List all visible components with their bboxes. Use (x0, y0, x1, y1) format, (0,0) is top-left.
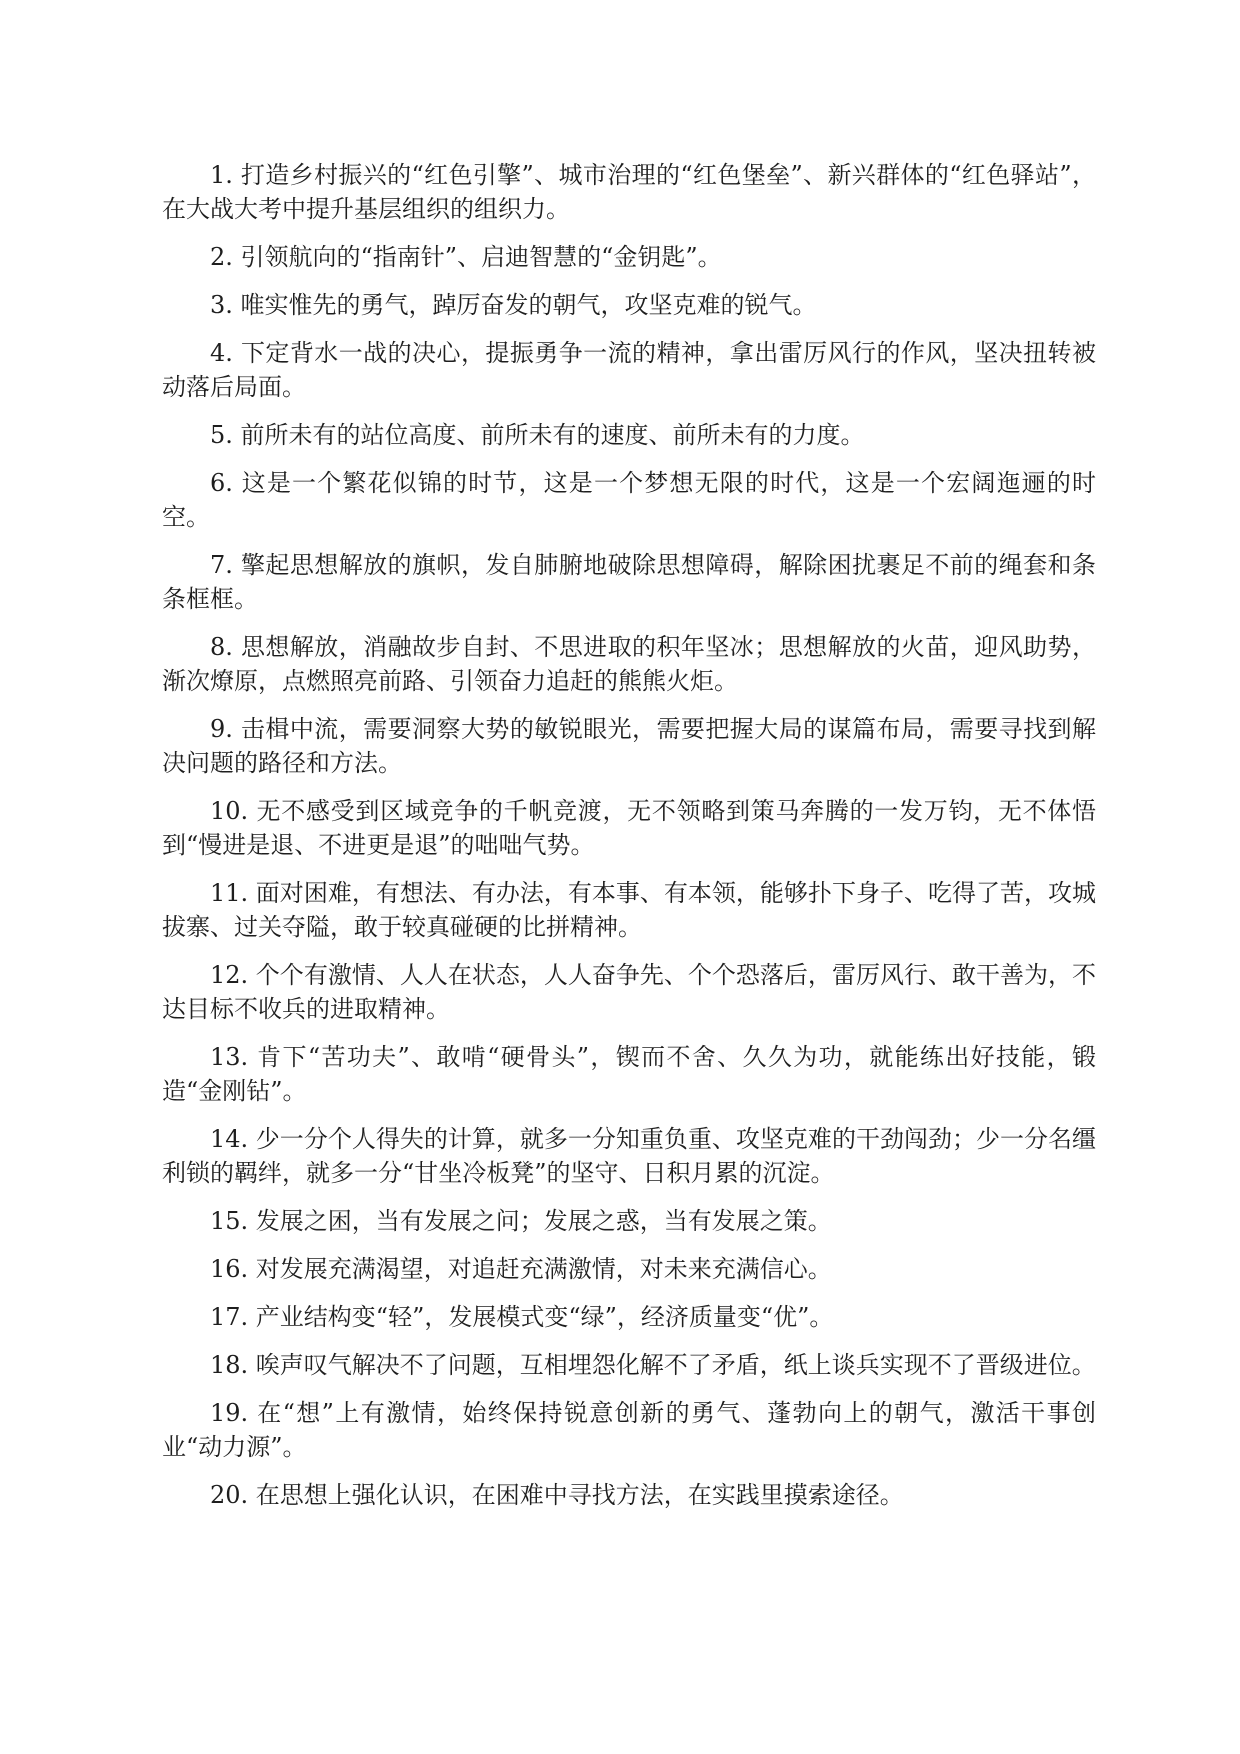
list-item-17: 17. 产业结构变“轻”，发展模式变“绿”，经济质量变“优”。 (210, 1303, 834, 1331)
list-item-3: 3. 唯实惟先的勇气，踔厉奋发的朝气，攻坚克难的锐气。 (210, 291, 817, 319)
list-item-11: 11. 面对困难，有想法、有办法，有本事、有本领，能够扑下身子、吃得了苦，攻城拔寨、过关夺隘，敢于较真碰硬的比拼精神。 (162, 879, 1096, 941)
list-item-7: 7. 擎起思想解放的旗帜，发自肺腑地破除思想障碍，解除困扰裹足不前的绳套和条条框框。 (162, 551, 1096, 613)
list-item-5: 5. 前所未有的站位高度、前所未有的速度、前所未有的力度。 (210, 421, 865, 449)
list-item-14: 14. 少一分个人得失的计算，就多一分知重负重、攻坚克难的干劲闯劲；少一分名缰利锁的羁绊，就多一分“甘坐冷板凳”的坚守、日积月累的沉淀。 (162, 1125, 1096, 1187)
list-item-9: 9. 击楫中流，需要洞察大势的敏锐眼光，需要把握大局的谋篇布局，需要寻找到解决问题的路径和方法。 (162, 715, 1096, 777)
document-body (162, 158, 1096, 1526)
list-item-12: 12. 个个有激情、人人在状态，人人奋争先、个个恐落后，雷厉风行、敢干善为，不达目标不收兵的进取精神。 (162, 961, 1096, 1023)
list-item-13: 13. 肯下“苦功夫”、敢啃“硬骨头”，锲而不舍、久久为功，就能练出好技能，锻造“金刚钻”。 (162, 1043, 1096, 1105)
list-item-10: 10. 无不感受到区域竞争的千帆竞渡，无不领略到策马奔腾的一发万钧，无不体悟到“慢进是退、不进更是退”的咄咄气势。 (162, 797, 1096, 859)
list-item-6: 6. 这是一个繁花似锦的时节，这是一个梦想无限的时代，这是一个宏阔迤逦的时空。 (162, 469, 1096, 531)
list-item-20: 20. 在思想上强化认识，在困难中寻找方法，在实践里摸索途径。 (210, 1481, 904, 1509)
list-item-8: 8. 思想解放，消融故步自封、不思进取的积年坚冰；思想解放的火苗，迎风助势，渐次燎原，点燃照亮前路、引领奋力追赶的熊熊火炬。 (162, 633, 1096, 695)
list-item-15: 15. 发展之困，当有发展之问；发展之惑，当有发展之策。 (210, 1207, 832, 1235)
list-item-4: 4. 下定背水一战的决心，提振勇争一流的精神，拿出雷厉风行的作风，坚决扭转被动落后局面。 (162, 339, 1096, 401)
list-item-18: 18. 唉声叹气解决不了问题，互相埋怨化解不了矛盾，纸上谈兵实现不了晋级进位。 (210, 1351, 1096, 1379)
list-item-19: 19. 在“想”上有激情，始终保持锐意创新的勇气、蓬勃向上的朝气，激活干事创业“动力源”。 (162, 1399, 1096, 1461)
list-item-1: 1. 打造乡村振兴的“红色引擎”、城市治理的“红色堡垒”、新兴群体的“红色驿站”，在大战大考中提升基层组织的组织力。 (162, 161, 1096, 223)
list-item-2: 2. 引领航向的“指南针”、启迪智慧的“金钥匙”。 (210, 243, 722, 271)
list-item-16: 16. 对发展充满渴望，对追赶充满激情，对未来充满信心。 (210, 1255, 832, 1283)
